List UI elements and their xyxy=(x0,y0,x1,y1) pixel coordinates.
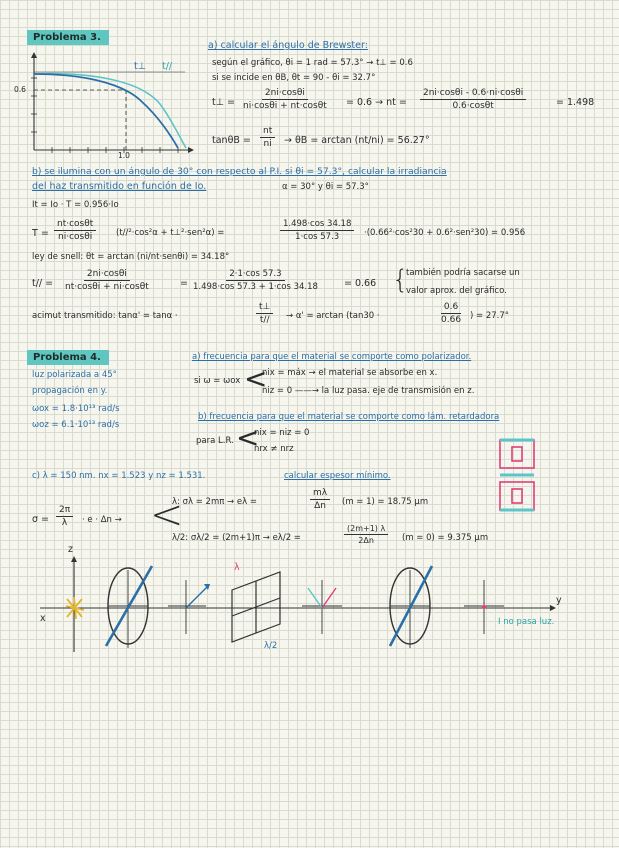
tperp-lhs: t⊥ = xyxy=(212,97,235,108)
tpar-result: = 0.66 xyxy=(344,278,377,289)
T-num-2: 1.498·cos 34.18 xyxy=(280,219,354,231)
legend-t-perp: t⊥ xyxy=(134,61,147,72)
az-num: t⊥ xyxy=(256,302,273,314)
case1-lhs: λ: σλ = 2mπ → eλ = xyxy=(172,497,257,507)
azimut-lhs: acimut transmitido: tanα' = tanα · xyxy=(32,311,178,321)
tperp-den: ni·cosθi + nt·cosθt xyxy=(243,101,327,111)
graph-y-tick: 0.6 xyxy=(14,85,26,94)
case1-num: mλ xyxy=(310,488,330,500)
nt-num: 2ni·cosθi - 0.6·ni·cosθi xyxy=(420,88,526,100)
case2-den: 2Δn xyxy=(358,536,374,545)
p4-given-2: propagación en y. xyxy=(32,386,108,396)
tpar-lhs: t// = xyxy=(32,278,54,289)
tan-num: nt xyxy=(260,126,275,138)
sigma-rhs: · e · Δn → xyxy=(82,515,122,525)
no-pasa-label: I no pasa luz. xyxy=(498,617,555,627)
T-den-2: 1·cos 57.3 xyxy=(295,232,340,242)
p4-wox: ωox = 1.8·10¹³ rad/s xyxy=(32,404,120,414)
problem3-title: Problema 3. xyxy=(27,30,109,45)
p4c-heading-b: calcular espesor mínimo. xyxy=(284,471,391,481)
sigma-brace: < xyxy=(150,492,184,538)
tpar-note-1: también podría sacarse un xyxy=(406,268,520,278)
tpar-num-2: 2·1·cos 57.3 xyxy=(226,269,284,281)
azimut-result: ) = 27.7° xyxy=(470,311,510,321)
tan-result: → θB = arctan (nt/ni) = 56.27° xyxy=(284,135,430,146)
lambda2-label: λ/2 xyxy=(264,641,278,651)
tpar-brace: { xyxy=(392,265,409,295)
p4b-para: para L.R. xyxy=(196,436,234,446)
p4b-brace: < xyxy=(236,421,260,454)
az-num-2: 0.6 xyxy=(441,302,461,314)
tpar-den-2: 1.498·cos 57.3 + 1·cos 34.18 xyxy=(193,282,318,292)
T-result: ·(0.66²·cos²30 + 0.6²·sen²30) = 0.956 xyxy=(364,228,526,238)
sigma-num: 2π xyxy=(56,505,73,517)
p4-given-1: luz polarizada a 45° xyxy=(32,370,117,380)
sigma-lhs: σ = xyxy=(32,514,50,525)
tan-den: ni xyxy=(263,139,272,149)
p3b-heading-1: b) se ilumina con un ángulo de 30° con respecto al P.I. si θi = 57.3°, calcular la irradiancia xyxy=(32,166,447,177)
p4a-si: si ω = ωox xyxy=(194,376,241,386)
p4-woz: ωoz = 6.1·10¹³ rad/s xyxy=(32,420,120,430)
p4b-line-2: nrx ≠ nrz xyxy=(254,444,294,454)
p3b-given: α = 30° y θi = 57.3° xyxy=(282,182,369,192)
p4a-heading: a) frecuencia para que el material se comporte como polarizador. xyxy=(192,352,472,362)
case2-lhs: λ/2: σλ/2 = (2m+1)π → eλ/2 = xyxy=(172,533,301,543)
p3a-line2: si se incide en θB, θt = 90 - θi = 32.7° xyxy=(212,73,376,83)
p4b-line-1: nix = niz = 0 xyxy=(254,428,310,438)
p3b-heading-2: del haz transmitido en función de Io. xyxy=(32,181,207,192)
T-lhs: T = xyxy=(32,228,49,239)
case2-num: (2m+1) λ xyxy=(344,524,388,535)
p4a-line-2: niz = 0 ——→ la luz pasa. eje de transmisión en z. xyxy=(262,386,475,396)
lambda-label: λ xyxy=(234,562,240,573)
T-den: ni·cosθi xyxy=(58,232,93,242)
p4a-brace: < xyxy=(244,362,268,395)
T-num: nt·cosθt xyxy=(54,219,96,231)
axis-y-label: y xyxy=(556,595,562,606)
axis-z-label: z xyxy=(68,544,73,555)
snell-line: ley de snell: θt = arctan (ni/nt·senθi) = 34.18° xyxy=(32,252,230,262)
tpar-eq: = xyxy=(180,278,188,289)
p4c-heading-a: c) λ = 150 nm. nx = 1.523 y nz = 1.531. xyxy=(32,471,206,481)
p4a-line-1: nix = máx → el material se absorbe en x. xyxy=(262,368,438,378)
T-mid: (t//²·cos²α + t⊥²·sen²α) = xyxy=(116,228,225,238)
graph-x-tick: 1.0 xyxy=(118,151,130,160)
tperp-mid: = 0.6 → nt = xyxy=(346,97,407,108)
p3a-heading: a) calcular el ángulo de Brewster: xyxy=(208,40,368,51)
legend-t-par: t// xyxy=(162,61,173,72)
nt-result: = 1.498 xyxy=(556,97,595,108)
p3a-line1: según el gráfico, θi = 1 rad = 57.3° → t⊥ = 0.6 xyxy=(212,58,413,68)
sigma-den: λ xyxy=(61,518,68,528)
case1-result: (m = 1) = 18.75 µm xyxy=(342,497,429,507)
azimut-mid: → α' = arctan (tan30 · xyxy=(286,311,380,321)
tpar-den: nt·cosθi + ni·cosθt xyxy=(65,282,149,292)
tpar-num: 2ni·cosθi xyxy=(84,269,130,281)
tan-lhs: tanθB = xyxy=(212,135,251,146)
tperp-num: 2ni·cosθi xyxy=(262,88,308,100)
case2-result: (m = 0) = 9.375 µm xyxy=(402,533,489,543)
nt-den: 0.6·cosθt xyxy=(452,101,494,111)
tpar-note-2: valor aprox. del gráfico. xyxy=(406,286,507,296)
az-den-2: 0.66 xyxy=(441,315,462,325)
case1-den: Δn xyxy=(314,501,326,511)
p3b-it: It = Io · T = 0.956·Io xyxy=(32,200,119,210)
az-den: t// xyxy=(259,315,270,325)
p4b-heading: b) frecuencia para que el material se comporte como lám. retardadora xyxy=(198,412,500,422)
problem4-title: Problema 4. xyxy=(27,350,109,365)
axis-x-label: x xyxy=(40,613,46,624)
